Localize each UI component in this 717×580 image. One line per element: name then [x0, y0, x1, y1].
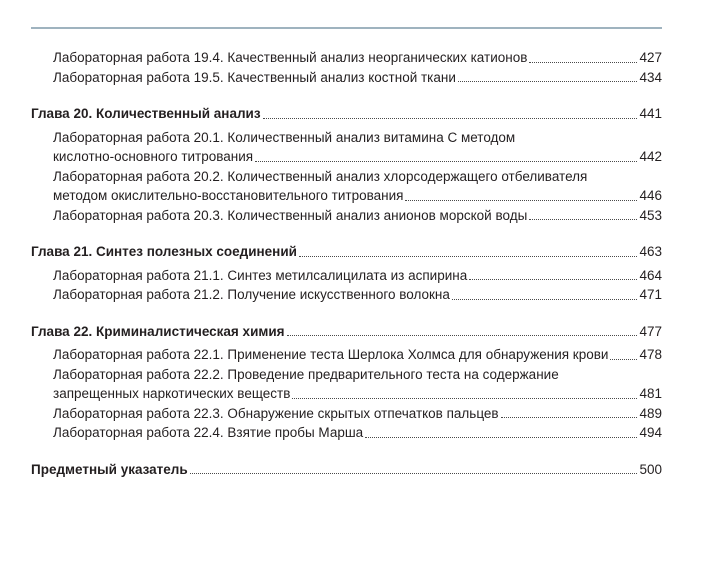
- toc-chapter-title: Предметный указатель: [31, 461, 188, 477]
- toc-entry-title: Лабораторная работа 20.3. Количественный анализ анионов морской воды: [53, 207, 528, 223]
- toc-page-number: 489: [639, 405, 662, 421]
- toc-entry-19-5[interactable]: [31, 68, 662, 88]
- dot-leader: [405, 200, 637, 201]
- toc-entry-title: Лабораторная работа 21.1. Синтез метилсалицилата из аспирина: [53, 267, 468, 283]
- dot-leader: [501, 417, 638, 418]
- toc-chapter-title: Глава 22. Криминалистическая химия: [31, 323, 285, 339]
- dot-leader: [299, 256, 638, 257]
- toc-entry-20-3[interactable]: [31, 206, 662, 226]
- toc-entry-21-2[interactable]: [31, 285, 662, 305]
- dot-leader: [452, 299, 638, 300]
- toc-chapter-title: Глава 21. Синтез полезных соединений: [31, 244, 297, 259]
- toc-entry-title: запрещенных наркотических веществ: [53, 386, 291, 401]
- toc-entry-22-2-line1[interactable]: Лабораторная работа 22.2. Проведение предварительного теста на содержание: [53, 366, 559, 382]
- dot-leader: [190, 473, 638, 474]
- toc-page-number: 477: [639, 323, 662, 339]
- toc-page-number: 427: [639, 50, 662, 65]
- toc-entry-title: кислотно-основного титрования: [53, 149, 254, 164]
- toc-subject-index[interactable]: [31, 460, 662, 480]
- toc-entry-20-2-line1[interactable]: Лабораторная работа 20.2. Количественный анализ хлорсодержащего отбеливателя: [53, 168, 588, 184]
- dot-leader: [263, 118, 638, 119]
- toc-page-number: 434: [639, 69, 662, 85]
- top-rule: [31, 27, 662, 29]
- toc-entry-20-2[interactable]: [31, 186, 662, 206]
- toc-page-number: 500: [639, 461, 662, 477]
- toc-page-number: 478: [639, 347, 662, 362]
- toc-entry-22-4[interactable]: [31, 423, 662, 443]
- toc-chapter-21[interactable]: [31, 242, 662, 262]
- toc-page-number: 471: [639, 287, 662, 302]
- dot-leader: [610, 359, 637, 360]
- toc-entry-title: Лабораторная работа 22.1. Применение теста Шерлока Холмса для обнаружения крови: [53, 347, 609, 362]
- toc-entry-19-4[interactable]: [31, 48, 662, 68]
- toc-page-number: 441: [639, 106, 662, 121]
- toc-entry-20-1-line1[interactable]: Лабораторная работа 20.1. Количественный анализ витамина С методом: [53, 129, 516, 145]
- dot-leader: [292, 398, 637, 399]
- table-of-contents: [31, 48, 662, 479]
- toc-chapter-22[interactable]: [31, 322, 662, 342]
- dot-leader: [287, 335, 638, 336]
- toc-chapter-title: Глава 20. Количественный анализ: [31, 106, 261, 121]
- toc-entry-21-1[interactable]: [31, 266, 662, 286]
- dot-leader: [469, 279, 637, 280]
- toc-entry-22-2[interactable]: [31, 384, 662, 404]
- toc-entry-title: методом окислительно-восстановительного титрования: [53, 188, 404, 203]
- toc-entry-title: Лабораторная работа 22.3. Обнаружение скрытых отпечатков пальцев: [53, 405, 499, 421]
- dot-leader: [255, 161, 637, 162]
- toc-entry-title: Лабораторная работа 21.2. Получение искусственного волокна: [53, 287, 450, 302]
- toc-entry-title: Лабораторная работа 22.4. Взятие пробы Марша: [53, 425, 364, 440]
- dot-leader: [458, 81, 638, 82]
- toc-page-number: 442: [639, 149, 662, 164]
- toc-entry-title: Лабораторная работа 19.4. Качественный анализ неорганических катионов: [53, 50, 528, 65]
- toc-page-number: 446: [639, 188, 662, 203]
- toc-chapter-20[interactable]: [31, 104, 662, 124]
- toc-entry-title: Лабораторная работа 19.5. Качественный анализ костной ткани: [53, 69, 456, 85]
- toc-page-number: 453: [639, 207, 662, 223]
- toc-page-number: 481: [639, 386, 662, 401]
- toc-entry-20-1[interactable]: [31, 147, 662, 167]
- toc-page-number: 464: [639, 267, 662, 283]
- dot-leader: [529, 219, 637, 220]
- toc-page-number: 494: [639, 425, 662, 440]
- toc-entry-22-3[interactable]: [31, 404, 662, 424]
- toc-entry-22-1[interactable]: [31, 345, 662, 365]
- dot-leader: [365, 437, 637, 438]
- toc-page-number: 463: [639, 244, 662, 259]
- dot-leader: [529, 62, 637, 63]
